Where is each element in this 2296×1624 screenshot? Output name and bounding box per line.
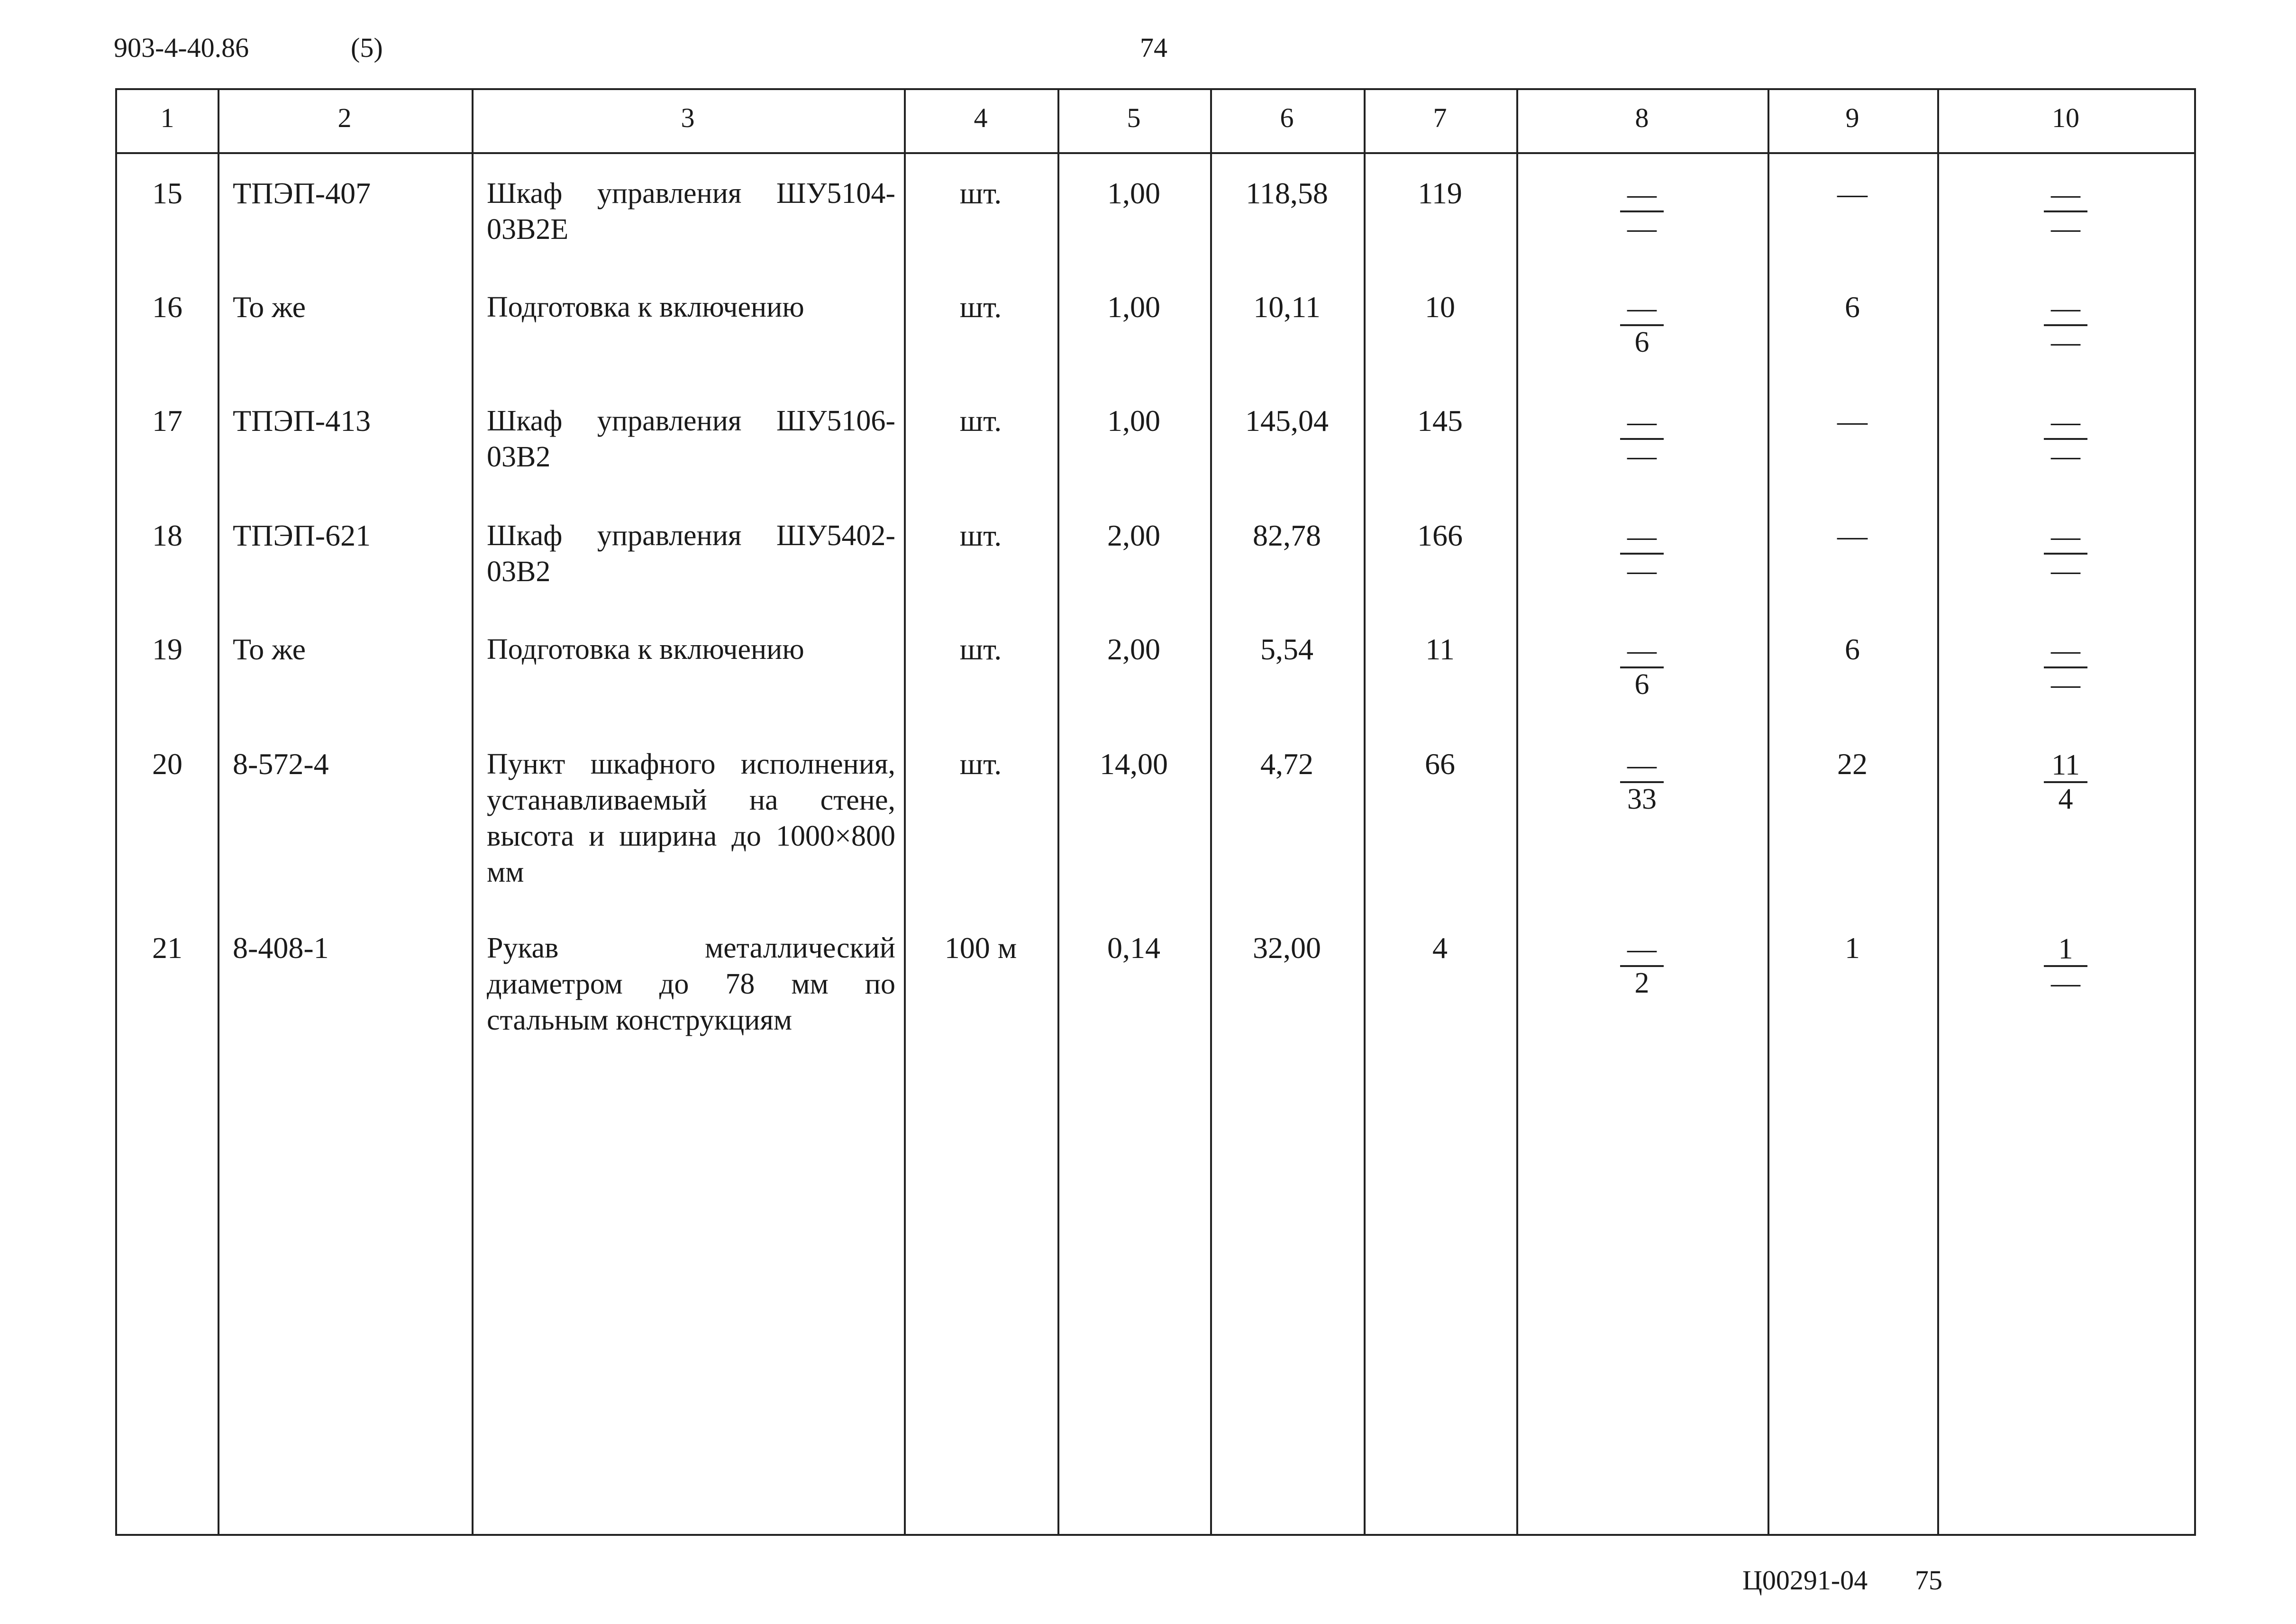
work-description: Подготовка к включению: [487, 633, 804, 666]
col8-fraction: [1594, 294, 1689, 356]
col8-fraction-numerator: —: [1627, 520, 1657, 553]
column-divider: [1516, 90, 1518, 1534]
total-cost: 145: [1417, 404, 1463, 438]
col8-fraction: [1594, 522, 1689, 585]
col10-fraction-denominator: —: [2051, 555, 2080, 587]
page-number: 74: [1140, 32, 1167, 63]
unit: шт.: [959, 632, 1002, 666]
row-number: 17: [152, 404, 182, 438]
col10-fraction: [2018, 408, 2113, 470]
col10-fraction-numerator: —: [2051, 520, 2080, 553]
work-description: Шкаф управления ШУ5106-03В2: [487, 405, 895, 473]
col8-fraction: [1594, 408, 1689, 470]
rate-code: ТПЭП-621: [233, 519, 371, 552]
quantity: 1,00: [1107, 176, 1160, 210]
footer-page: 75: [1915, 1565, 1942, 1596]
total-cost: 10: [1425, 290, 1455, 324]
quantity: 1,00: [1107, 290, 1160, 324]
rate-code: То же: [233, 632, 306, 666]
col10-fraction-denominator: —: [2051, 967, 2080, 999]
col10-fraction: [2018, 294, 2113, 356]
col10-fraction-denominator: —: [2051, 212, 2080, 245]
column-number: 9: [1845, 102, 1859, 133]
col8-fraction-numerator: —: [1627, 292, 1657, 324]
column-number: 7: [1433, 102, 1447, 133]
col9-value: —: [1837, 519, 1868, 552]
specification-table: [115, 88, 2196, 1536]
col8-fraction: [1594, 180, 1689, 243]
col8-fraction-numerator: —: [1627, 749, 1657, 781]
rate-code: ТПЭП-413: [233, 404, 371, 438]
column-number: 3: [681, 102, 695, 133]
unit-price: 118,58: [1246, 176, 1328, 210]
col10-fraction-numerator: —: [2051, 634, 2080, 666]
col8-fraction-numerator: —: [1627, 634, 1657, 666]
row-number: 15: [152, 176, 182, 210]
unit: шт.: [959, 176, 1002, 210]
col8-fraction: [1594, 636, 1689, 699]
col8-fraction-denominator: 6: [1634, 668, 1649, 701]
col8-fraction-numerator: —: [1627, 178, 1657, 210]
row-number: 16: [152, 290, 182, 324]
unit: шт.: [959, 519, 1002, 552]
col8-fraction-denominator: 33: [1627, 783, 1657, 815]
col10-fraction-numerator: 11: [2051, 749, 2080, 781]
row-number: 21: [152, 931, 182, 965]
col8-fraction-denominator: —: [1627, 555, 1657, 587]
unit: 100 м: [944, 931, 1017, 965]
col8-fraction-denominator: —: [1627, 440, 1657, 472]
col8-fraction-denominator: 6: [1634, 326, 1649, 358]
col9-value: 22: [1837, 747, 1868, 781]
rate-code: 8-572-4: [233, 747, 329, 781]
quantity: 2,00: [1107, 519, 1160, 552]
unit: шт.: [959, 747, 1002, 781]
column-number: 1: [160, 102, 174, 133]
col10-fraction: [2018, 935, 2113, 997]
rate-code: 8-408-1: [233, 931, 329, 965]
column-number: 6: [1280, 102, 1294, 133]
column-number: 2: [337, 102, 352, 133]
work-description: Шкаф управления ШУ5402-03В2: [487, 520, 895, 588]
col8-fraction: [1594, 751, 1689, 813]
unit: шт.: [959, 404, 1002, 438]
row-number: 18: [152, 519, 182, 552]
col9-value: —: [1837, 404, 1868, 438]
unit-price: 4,72: [1260, 747, 1313, 781]
col8-fraction-denominator: —: [1627, 212, 1657, 245]
row-number: 20: [152, 747, 182, 781]
unit-price: 5,54: [1260, 632, 1313, 666]
work-description: Пункт шкафного исполнения, устанавливаемый на стене, высота и ширина до 1000×800 мм: [487, 748, 895, 888]
unit-price: 82,78: [1253, 519, 1321, 552]
quantity: 14,00: [1100, 747, 1168, 781]
quantity: 1,00: [1107, 404, 1160, 438]
col10-fraction-denominator: —: [2051, 326, 2080, 358]
doc-code: 903-4-40.86: [114, 32, 249, 63]
unit-price: 145,04: [1245, 404, 1329, 438]
work-description: Шкаф управления ШУ5104-03В2Е: [487, 177, 895, 246]
col9-value: 6: [1845, 290, 1860, 324]
rate-code: То же: [233, 290, 306, 324]
unit-price: 10,11: [1253, 290, 1321, 324]
total-cost: 119: [1418, 176, 1462, 210]
col10-fraction-numerator: —: [2051, 292, 2080, 324]
col8-fraction-denominator: 2: [1634, 967, 1649, 999]
row-number: 19: [152, 632, 182, 666]
col10-fraction: [2018, 636, 2113, 699]
unit-price: 32,00: [1253, 931, 1321, 965]
col10-fraction-denominator: —: [2051, 440, 2080, 472]
column-divider: [472, 90, 474, 1534]
column-divider: [218, 90, 219, 1534]
col9-value: 1: [1845, 931, 1860, 965]
quantity: 2,00: [1107, 632, 1160, 666]
total-cost: 4: [1432, 931, 1448, 965]
column-number: 5: [1127, 102, 1141, 133]
quantity: 0,14: [1107, 931, 1160, 965]
col10-fraction-denominator: —: [2051, 668, 2080, 701]
rate-code: ТПЭП-407: [233, 176, 371, 210]
col9-value: —: [1837, 176, 1868, 210]
col10-fraction: [2018, 522, 2113, 585]
col10-fraction-numerator: —: [2051, 178, 2080, 210]
work-description: Рукав металлический диаметром до 78 мм по стальным конструкциям: [487, 932, 895, 1036]
total-cost: 66: [1425, 747, 1455, 781]
col8-fraction-numerator: —: [1627, 933, 1657, 965]
col10-fraction: [2018, 180, 2113, 243]
col10-fraction-numerator: 1: [2058, 933, 2073, 965]
col8-fraction: [1594, 935, 1689, 997]
footer-code: Ц00291-04: [1742, 1565, 1868, 1596]
unit: шт.: [959, 290, 1002, 324]
work-description: Подготовка к включению: [487, 291, 804, 323]
col10-fraction-numerator: —: [2051, 406, 2080, 438]
total-cost: 166: [1417, 519, 1463, 552]
column-divider: [1937, 90, 1939, 1534]
column-number: 10: [2052, 102, 2079, 133]
column-number: 4: [974, 102, 988, 133]
col9-value: 6: [1845, 632, 1860, 666]
header-divider: [117, 152, 2194, 154]
col10-fraction-denominator: 4: [2058, 783, 2073, 815]
total-cost: 11: [1425, 632, 1455, 666]
col8-fraction-numerator: —: [1627, 406, 1657, 438]
col10-fraction: [2018, 751, 2113, 813]
column-number: 8: [1635, 102, 1649, 133]
doc-part: (5): [351, 32, 383, 63]
